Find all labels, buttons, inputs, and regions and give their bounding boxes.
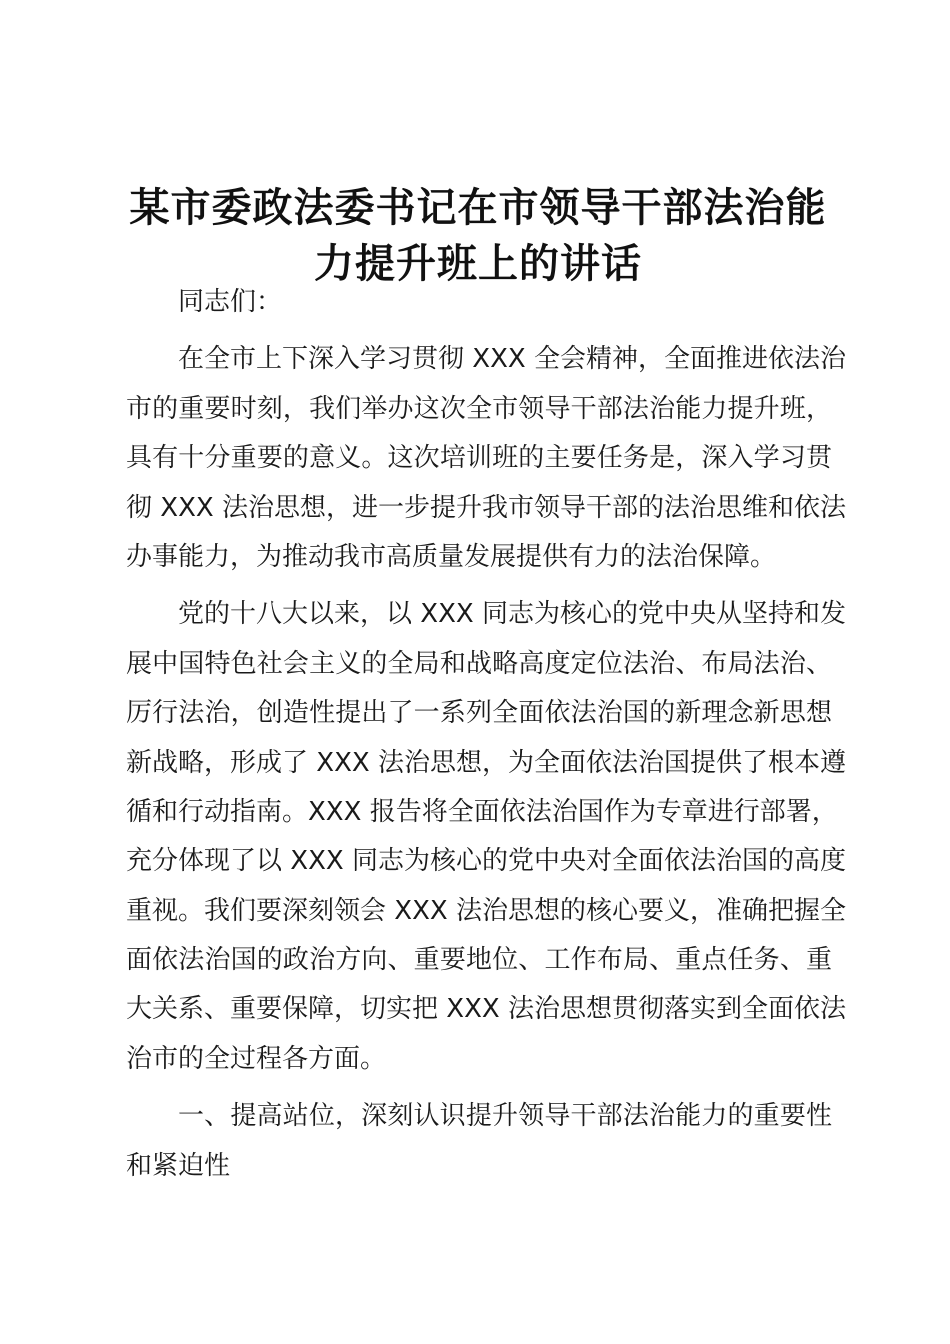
paragraph-1-line-5: 办事能力，为推动我市高质量发展提供有力的法治保障。	[126, 541, 777, 572]
paragraph-1-line-1: 在全市上下深入学习贯彻 XXX 全会精神，全面推进依法治	[178, 344, 846, 375]
paragraph-2-line-3: 厉行法治，创造性提出了一系列全面依法治国的新理念新思想	[126, 698, 832, 729]
paragraph-2-line-5: 循和行动指南。XXX 报告将全面依法治国作为专章进行部署，	[126, 796, 838, 827]
paragraph-2	[126, 590, 846, 1084]
paragraph-1-line-3: 具有十分重要的意义。这次培训班的主要任务是，深入学习贯	[126, 443, 832, 474]
document-body	[126, 278, 846, 1191]
paragraph-1-line-2: 市的重要时刻，我们举办这次全市领导干部法治能力提升班，	[126, 393, 832, 424]
title-line-1: 某市委政法委书记在市领导干部法治能	[129, 184, 827, 231]
document-title	[118, 180, 838, 292]
paragraph-gap	[126, 1084, 832, 1092]
paragraph-2-line-9: 大关系、重要保障，切实把 XXX 法治思想贯彻落实到全面依法	[126, 994, 846, 1025]
paragraph-2-line-2: 展中国特色社会主义的全局和战略高度定位法治、布局法治、	[126, 648, 832, 679]
section-heading-line-1: 一、提高站位，深刻认识提升领导干部法治能力的重要性	[178, 1101, 832, 1132]
paragraph-2-line-8: 面依法治国的政治方向、重要地位、工作布局、重点任务、重	[126, 945, 832, 976]
section-heading-line-2: 和紧迫性	[126, 1150, 231, 1181]
title-line-2: 力提升班上的讲话	[314, 240, 642, 287]
paragraph-2-line-1: 党的十八大以来，以 XXX 同志为核心的党中央从坚持和发	[178, 599, 846, 630]
paragraph-2-line-4: 新战略，形成了 XXX 法治思想，为全面依法治国提供了根本遵	[126, 747, 846, 778]
paragraph-2-line-7: 重视。我们要深刻领会 XXX 法治思想的核心要义，准确把握全	[126, 895, 846, 926]
paragraph-1-line-4: 彻 XXX 法治思想，进一步提升我市领导干部的法治思维和依法	[126, 492, 846, 523]
paragraph-gap	[126, 327, 832, 335]
paragraph-2-line-6: 充分体现了以 XXX 同志为核心的党中央对全面依法治国的高度	[126, 846, 846, 877]
paragraph-2-line-10: 治市的全过程各方面。	[126, 1043, 387, 1074]
paragraph-gap	[126, 582, 832, 590]
section-heading	[126, 1092, 832, 1191]
paragraph-1	[126, 335, 846, 582]
salutation: 同志们：	[178, 287, 283, 317]
